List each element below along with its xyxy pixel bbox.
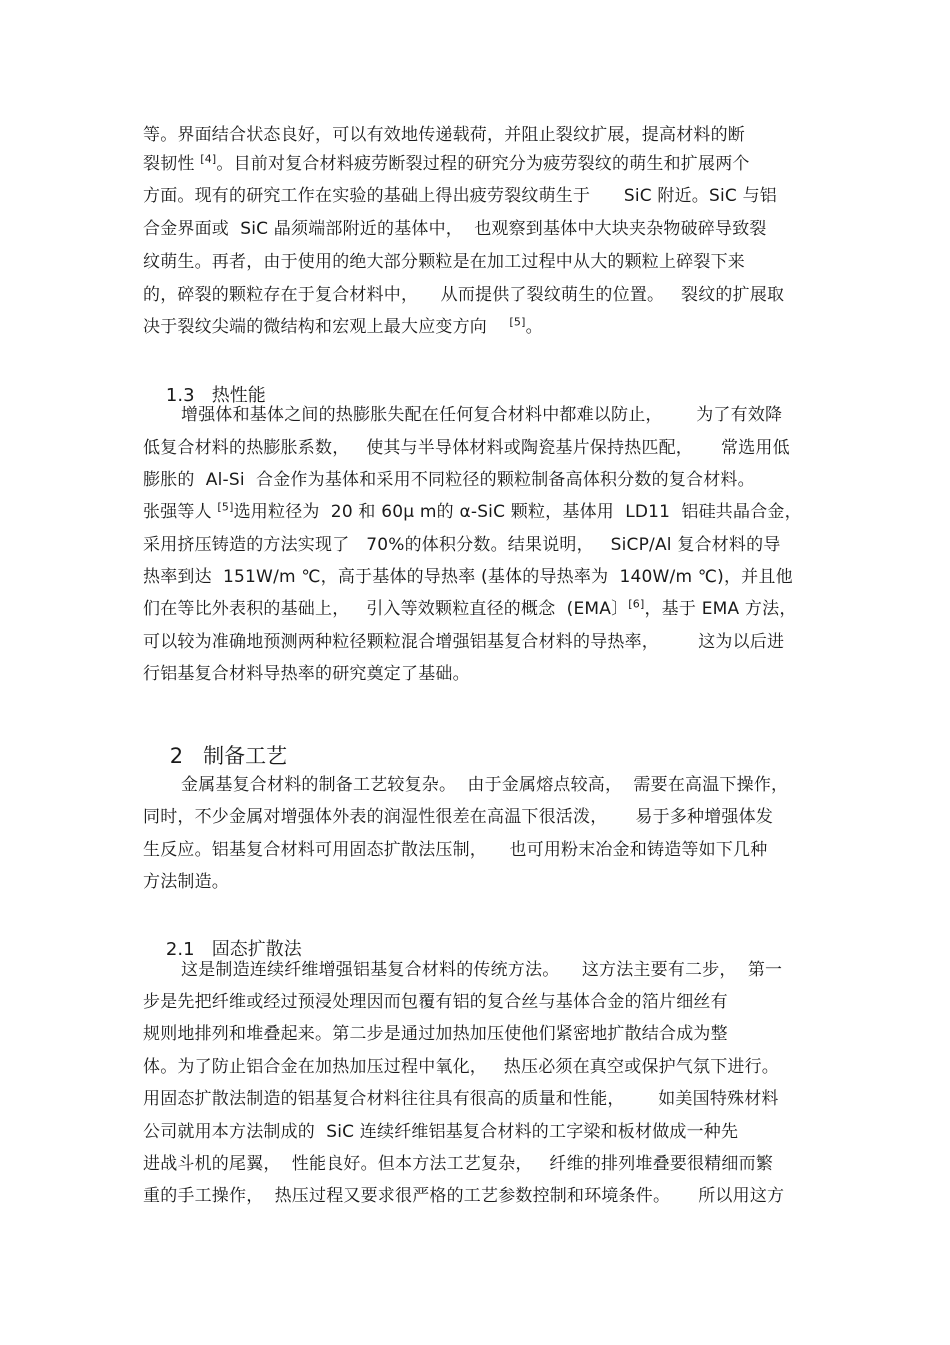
citation-ref: [4] — [200, 152, 217, 166]
text-line: 生反应。铝基复合材料可用固态扩散法压制， 也可用粉末冶金和铸造等如下几种 — [143, 840, 768, 860]
text-line: 行铝基复合材料导热率的研究奠定了基础。 — [143, 664, 470, 684]
section-number: 2.1 — [165, 939, 195, 960]
text-line: 膨胀的 Al-Si 合金作为基体和采用不同粒径的颗粒制备高体积分数的复合材料。 — [143, 470, 755, 490]
text-line — [143, 500, 802, 524]
text-span: 。目前对复合材料疲劳断裂过程的研究分为疲劳裂纹的萌生和扩展两个 — [216, 154, 750, 174]
text-line: 等。界面结合状态良好，可以有效地传递载荷，并阻止裂纹扩展，提高材料的断 — [143, 125, 745, 145]
text-line: 合金界面或 SiC 晶须端部附近的基体中， 也观察到基体中大块夹杂物破碎导致裂 — [143, 219, 767, 239]
text-line: 采用挤压铸造的方法实现了 70%的体积分数。结果说明， SiCP/Al 复合材料的导 — [143, 535, 781, 555]
text-span: 们在等比外表积的基础上， 引入等效颗粒直径的概念 (EMA〕 — [143, 599, 629, 619]
text-line: 重的手工操作， 热压过程又要求很严格的工艺参数控制和环境条件。 所以用这方 — [143, 1186, 785, 1206]
section-title: 固态扩散法 — [211, 939, 302, 960]
text-line: 规则地排列和堆叠起来。第二步是通过加热加压使他们紧密地扩散结合成为整 — [143, 1024, 728, 1044]
text-line: 方法制造。 — [143, 872, 229, 892]
citation-ref: [6] — [628, 597, 645, 611]
text-span: 决于裂纹尖端的微结构和宏观上最大应变方向 — [143, 317, 510, 337]
text-line: 的，碎裂的颗粒存在于复合材料中， 从而提供了裂纹萌生的位置。 裂纹的扩展取 — [143, 285, 785, 305]
text-line: 公司就用本方法制成的 SiC 连续纤维铝基复合材料的工字梁和板材做成一种先 — [143, 1122, 739, 1142]
text-line: 低复合材料的热膨胀系数， 使其与半导体材料或陶瓷基片保持热匹配， 常选用低 — [143, 438, 790, 458]
text-span: 张强等人 — [143, 502, 218, 522]
text-line: 步是先把纤维或经过预浸处理因而包覆有铝的复合丝与基体合金的箔片细丝有 — [143, 992, 728, 1012]
text-span: ，基于 EMA 方法， — [644, 599, 797, 619]
section-title: 制备工艺 — [203, 744, 288, 768]
text-line: 纹萌生。再者，由于使用的绝大部分颗粒是在加工过程中从大的颗粒上碎裂下来 — [143, 252, 745, 272]
text-span: 。 — [525, 317, 543, 337]
section-title: 热性能 — [211, 385, 266, 406]
citation-ref: [5] — [217, 500, 234, 514]
text-line — [143, 597, 797, 621]
text-line: 用固态扩散法制造的铝基复合材料往往具有很高的质量和性能， 如美国特殊材料 — [143, 1089, 779, 1109]
text-span: 选用粒径为 20 和 60μ m的 α-SiC 颗粒，基体用 LD11 铝硅共晶合金， — [233, 502, 802, 522]
text-line: 可以较为准确地预测两种粒径颗粒混合增强铝基复合材料的导热率， 这为以后进 — [143, 632, 785, 652]
text-line: 方面。现有的研究工作在实验的基础上得出疲劳裂纹萌生于 SiC 附近。SiC 与铝 — [143, 186, 777, 206]
text-line: 体。为了防止铝合金在加热加压过程中氧化， 热压必须在真空或保护气氛下进行。 — [143, 1057, 780, 1077]
section-number: 2 — [169, 744, 184, 768]
section-number: 1.3 — [165, 385, 195, 406]
text-line: 同时，不少金属对增强体外表的润湿性很差在高温下很活泼， 易于多种增强体发 — [143, 807, 774, 827]
text-line: 金属基复合材料的制备工艺较复杂。 由于金属熔点较高， 需要在高温下操作， — [181, 775, 789, 795]
text-line — [143, 152, 750, 176]
text-line: 增强体和基体之间的热膨胀失配在任何复合材料中都难以防止， 为了有效降 — [181, 405, 783, 425]
text-line — [143, 315, 543, 339]
citation-ref: [5] — [509, 315, 526, 329]
text-line: 热率到达 151W/m ℃，高于基体的导热率 (基体的导热率为 140W/m ℃)，并且他 — [143, 567, 793, 587]
text-line: 进战斗机的尾翼， 性能良好。但本方法工艺复杂， 纤维的排列堆叠要很精细而繁 — [143, 1154, 774, 1174]
text-line: 这是制造连续纤维增强铝基复合材料的传统方法。 这方法主要有二步， 第一 — [181, 960, 783, 980]
text-span: 裂韧性 — [143, 154, 201, 174]
